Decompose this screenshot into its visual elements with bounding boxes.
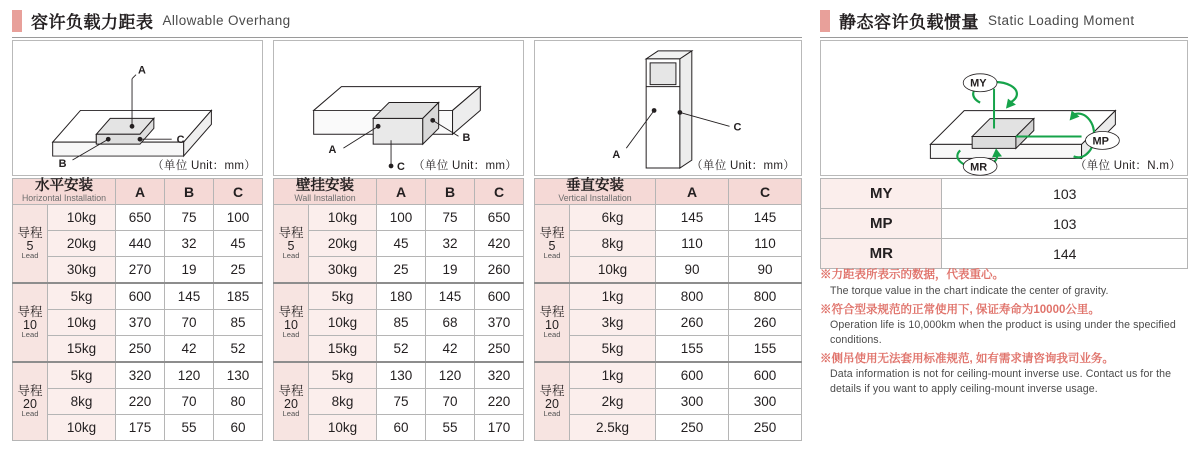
value-cell: 25: [377, 257, 426, 284]
value-cell: 110: [656, 231, 729, 257]
header-install-type: 壁挂安装 Wall Installation: [274, 179, 377, 205]
vertical-diagram: [535, 41, 801, 176]
table-row: [13, 336, 263, 363]
table-row: [274, 231, 524, 257]
table-row: [535, 415, 802, 441]
value-cell: 270: [116, 257, 165, 284]
moment-value: 144: [942, 239, 1188, 269]
table-row: [13, 283, 263, 310]
notes-block: [820, 268, 1192, 401]
figure-label-c: C: [733, 121, 742, 134]
section-accent-bar: [12, 10, 22, 32]
value-cell: 110: [729, 231, 802, 257]
figure-label-c: C: [176, 134, 185, 147]
value-cell: 145: [729, 205, 802, 231]
moment-label: MP: [821, 209, 942, 239]
value-cell: 70: [165, 310, 214, 336]
lead-cell: 导程 10 Lead: [13, 283, 48, 362]
lead-cell: 导程 10 Lead: [274, 283, 309, 362]
note-cn: ※侧吊使用无法套用标准规范, 如有需求请咨询我司业务。: [820, 352, 1114, 365]
table-row: [274, 362, 524, 389]
value-cell: 260: [475, 257, 524, 284]
value-cell: 145: [165, 283, 214, 310]
value-cell: 320: [475, 362, 524, 389]
load-cell: 10kg: [309, 310, 377, 336]
figure-label-a: A: [328, 144, 337, 157]
load-cell: 8kg: [309, 389, 377, 415]
value-cell: 80: [214, 389, 263, 415]
load-cell: 10kg: [48, 205, 116, 231]
value-cell: 155: [729, 336, 802, 363]
value-cell: 145: [426, 283, 475, 310]
lead-cell: 导程 10 Lead: [535, 283, 570, 362]
figure-horizontal-installation: [12, 40, 263, 176]
section-divider: [12, 37, 802, 38]
header-col-c: C: [729, 179, 802, 205]
section-divider: [820, 37, 1188, 38]
value-cell: 90: [656, 257, 729, 284]
unit-note: （单位 Unit：mm）: [691, 160, 795, 172]
figure-label-mp: MP: [1092, 135, 1109, 148]
value-cell: 120: [165, 362, 214, 389]
table-row: [13, 389, 263, 415]
value-cell: 600: [475, 283, 524, 310]
lead-cell: 导程 5 Lead: [535, 205, 570, 284]
value-cell: 260: [656, 310, 729, 336]
value-cell: 70: [426, 389, 475, 415]
value-cell: 52: [377, 336, 426, 363]
value-cell: 600: [656, 362, 729, 389]
header-col-c: C: [214, 179, 263, 205]
value-cell: 320: [116, 362, 165, 389]
value-cell: 70: [165, 389, 214, 415]
value-cell: 32: [165, 231, 214, 257]
lead-cell: 导程 5 Lead: [13, 205, 48, 284]
load-cell: 5kg: [48, 362, 116, 389]
value-cell: 25: [214, 257, 263, 284]
table-row: [274, 389, 524, 415]
figure-label-b: B: [58, 157, 67, 170]
value-cell: 90: [729, 257, 802, 284]
figure-label-b: B: [462, 132, 471, 145]
value-cell: 650: [475, 205, 524, 231]
value-cell: 45: [377, 231, 426, 257]
note-en: Operation life is 10,000km when the product is using under the specified conditions.: [830, 319, 1176, 346]
value-cell: 85: [377, 310, 426, 336]
wall-diagram: [274, 41, 523, 176]
value-cell: 170: [475, 415, 524, 441]
table-row: [535, 283, 802, 310]
header-install-type: 水平安装 Horizontal Installation: [13, 179, 116, 205]
value-cell: 800: [656, 283, 729, 310]
value-cell: 250: [656, 415, 729, 441]
load-cell: 10kg: [309, 415, 377, 441]
figure-label-a: A: [137, 64, 146, 77]
table-row: [13, 231, 263, 257]
table-row: [535, 310, 802, 336]
table-row: [274, 257, 524, 284]
value-cell: 300: [729, 389, 802, 415]
value-cell: 42: [426, 336, 475, 363]
unit-note: （单位 Unit：mm）: [413, 160, 517, 172]
section-title-cn: 静态容许负载惯量: [839, 13, 979, 32]
moment-diagram: [821, 41, 1187, 176]
table-row: [535, 336, 802, 363]
figure-wall-installation: [273, 40, 524, 176]
value-cell: 32: [426, 231, 475, 257]
table-row: [821, 179, 1188, 209]
value-cell: 185: [214, 283, 263, 310]
moment-label: MR: [821, 239, 942, 269]
value-cell: 145: [656, 205, 729, 231]
lead-cell: 导程 20 Lead: [535, 362, 570, 441]
value-cell: 440: [116, 231, 165, 257]
header-install-type: 垂直安装 Vertical Installation: [535, 179, 656, 205]
figure-label-mr: MR: [970, 161, 988, 174]
table-row: [535, 362, 802, 389]
load-cell: 5kg: [48, 283, 116, 310]
header-col-a: A: [116, 179, 165, 205]
value-cell: 220: [116, 389, 165, 415]
table-row: [13, 257, 263, 284]
table-row: [535, 205, 802, 231]
table-row: [274, 283, 524, 310]
moment-label: MY: [821, 179, 942, 209]
value-cell: 250: [729, 415, 802, 441]
load-cell: 10kg: [48, 415, 116, 441]
load-cell: 1kg: [570, 362, 656, 389]
load-cell: 30kg: [309, 257, 377, 284]
table-row: [13, 205, 263, 231]
value-cell: 55: [165, 415, 214, 441]
table-row: [274, 205, 524, 231]
load-cell: 5kg: [570, 336, 656, 363]
section-title-en: Static Loading Moment: [988, 13, 1135, 28]
load-cell: 10kg: [309, 205, 377, 231]
value-cell: 250: [475, 336, 524, 363]
value-cell: 75: [165, 205, 214, 231]
table-row: [821, 239, 1188, 269]
load-cell: 5kg: [309, 283, 377, 310]
value-cell: 260: [729, 310, 802, 336]
load-cell: 1kg: [570, 283, 656, 310]
load-cell: 8kg: [570, 231, 656, 257]
header-col-b: B: [426, 179, 475, 205]
section-accent-bar: [820, 10, 830, 32]
note-cn: ※力距表所表示的数据，代表重心。: [820, 269, 1004, 281]
table-header-row: [535, 179, 802, 205]
value-cell: 600: [729, 362, 802, 389]
table-row: [535, 389, 802, 415]
load-cell: 2.5kg: [570, 415, 656, 441]
moment-value: 103: [942, 179, 1188, 209]
value-cell: 800: [729, 283, 802, 310]
load-cell: 15kg: [309, 336, 377, 363]
value-cell: 120: [426, 362, 475, 389]
header-col-a: A: [377, 179, 426, 205]
section-title-cn: 容许负载力距表: [31, 13, 154, 32]
section-header-allowable-overhang: [12, 8, 802, 38]
load-cell: 30kg: [48, 257, 116, 284]
value-cell: 600: [116, 283, 165, 310]
table-header-row: [13, 179, 263, 205]
figure-label-my: MY: [970, 77, 987, 90]
header-col-b: B: [165, 179, 214, 205]
table-row: [535, 231, 802, 257]
lead-cell: 导程 20 Lead: [274, 362, 309, 441]
note-en: The torque value in the chart indicate the center of gravity.: [830, 284, 1109, 297]
unit-note: （单位 Unit：mm）: [152, 160, 256, 172]
section-title-en: Allowable Overhang: [162, 13, 291, 28]
value-cell: 75: [377, 389, 426, 415]
value-cell: 130: [377, 362, 426, 389]
value-cell: 220: [475, 389, 524, 415]
value-cell: 370: [116, 310, 165, 336]
header-col-c: C: [475, 179, 524, 205]
value-cell: 68: [426, 310, 475, 336]
note-cn: ※符合型录规范的正常使用下, 保证寿命为10000公里。: [820, 303, 1100, 316]
table-row: [274, 310, 524, 336]
value-cell: 155: [656, 336, 729, 363]
value-cell: 370: [475, 310, 524, 336]
value-cell: 60: [377, 415, 426, 441]
table-static-loading-moment: [820, 178, 1188, 269]
table-horizontal-installation: [12, 178, 263, 441]
table-row: [13, 415, 263, 441]
value-cell: 19: [426, 257, 475, 284]
lead-cell: 导程 20 Lead: [13, 362, 48, 441]
section-header-static-loading-moment: [820, 8, 1188, 38]
load-cell: 20kg: [309, 231, 377, 257]
figure-vertical-installation: [534, 40, 802, 176]
value-cell: 420: [475, 231, 524, 257]
value-cell: 85: [214, 310, 263, 336]
value-cell: 19: [165, 257, 214, 284]
value-cell: 650: [116, 205, 165, 231]
value-cell: 42: [165, 336, 214, 363]
load-cell: 8kg: [48, 389, 116, 415]
value-cell: 250: [116, 336, 165, 363]
load-cell: 5kg: [309, 362, 377, 389]
table-row: [821, 209, 1188, 239]
figure-label-a: A: [612, 149, 621, 162]
table-row: [13, 310, 263, 336]
unit-note: （单位 Unit：N.m）: [1074, 160, 1181, 172]
value-cell: 180: [377, 283, 426, 310]
value-cell: 100: [214, 205, 263, 231]
table-vertical-installation: [534, 178, 802, 441]
load-cell: 10kg: [48, 310, 116, 336]
load-cell: 6kg: [570, 205, 656, 231]
figure-static-loading-moment: [820, 40, 1188, 176]
table-header-row: [274, 179, 524, 205]
header-col-a: A: [656, 179, 729, 205]
horizontal-diagram: [13, 41, 262, 176]
table-row: [13, 362, 263, 389]
load-cell: 3kg: [570, 310, 656, 336]
value-cell: 300: [656, 389, 729, 415]
value-cell: 175: [116, 415, 165, 441]
value-cell: 100: [377, 205, 426, 231]
value-cell: 45: [214, 231, 263, 257]
load-cell: 2kg: [570, 389, 656, 415]
load-cell: 10kg: [570, 257, 656, 284]
value-cell: 52: [214, 336, 263, 363]
lead-cell: 导程 5 Lead: [274, 205, 309, 284]
value-cell: 60: [214, 415, 263, 441]
value-cell: 75: [426, 205, 475, 231]
moment-value: 103: [942, 209, 1188, 239]
table-row: [274, 336, 524, 363]
load-cell: 20kg: [48, 231, 116, 257]
value-cell: 55: [426, 415, 475, 441]
table-row: [535, 257, 802, 284]
value-cell: 130: [214, 362, 263, 389]
table-wall-installation: [273, 178, 524, 441]
figure-label-c: C: [396, 160, 405, 173]
load-cell: 15kg: [48, 336, 116, 363]
table-row: [274, 415, 524, 441]
note-en: Data information is not for ceiling-mount inverse use. Contact us for the details if you want to apply ceiling-mount inverse usage.: [830, 368, 1172, 395]
